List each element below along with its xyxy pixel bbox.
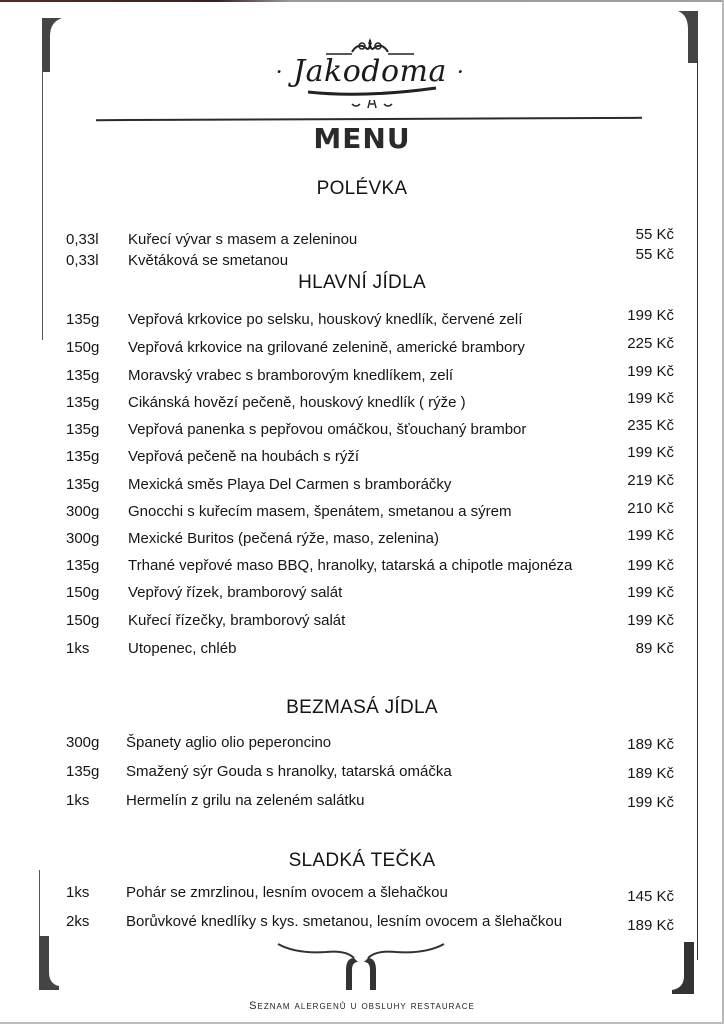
menu-item [0, 763, 724, 785]
header-divider [96, 117, 642, 121]
item-price: 55 Kč [635, 226, 674, 243]
item-quantity: 150g [66, 584, 100, 601]
item-quantity: 135g [66, 476, 100, 493]
page-title: MENU [313, 122, 411, 155]
menu-item [0, 734, 724, 756]
section-title-hlavni-jidla: HLAVNÍ JÍDLA [298, 272, 426, 293]
menu-item [0, 640, 724, 662]
section-title-bezmasa-jidla: BEZMASÁ JÍDLA [286, 697, 438, 718]
menu-item [0, 417, 724, 443]
menu-item [0, 584, 724, 606]
item-quantity: 135g [66, 448, 100, 465]
item-name: Moravský vrabec s bramborovým knedlíkem, zelí [128, 367, 454, 384]
item-name: Hermelín z grilu na zeleném salátku [126, 792, 365, 809]
item-price: 189 Kč [627, 765, 674, 782]
section-title-sladka-tecka: SLADKÁ TEČKA [288, 850, 436, 871]
item-price: 199 Kč [627, 363, 674, 380]
item-name: Vepřová pečeně na houbách s rýží [128, 448, 359, 465]
item-name: Borůvkové knedlíky s kys. smetanou, lesním ovocem a šlehačkou [126, 913, 563, 930]
item-quantity: 135g [66, 367, 100, 384]
item-price: 199 Kč [627, 612, 674, 629]
item-name: Mexické Buritos (pečená rýže, maso, zelenina) [128, 530, 439, 547]
menu-item [0, 335, 724, 361]
allergen-note: Seznam alergenů u obsluhy restaurace [249, 1000, 475, 1012]
item-price: 225 Kč [627, 335, 674, 352]
item-name: Trhané vepřové maso BBQ, hranolky, tatarská a chipotle majonéza [128, 557, 573, 574]
item-quantity: 2ks [66, 913, 90, 930]
item-name: Španety aglio olio peperoncino [126, 734, 332, 751]
menu-item [0, 390, 724, 416]
bracket-top-right-icon [676, 9, 700, 65]
item-quantity: 0,33l [66, 231, 99, 248]
item-name: Květáková se smetanou [128, 252, 289, 269]
item-price: 235 Kč [627, 417, 674, 434]
item-quantity: 1ks [66, 884, 90, 901]
item-quantity: 135g [66, 311, 100, 328]
menu-item [0, 472, 724, 498]
bracket-bottom-right-icon [670, 940, 696, 996]
item-price: 189 Kč [627, 917, 674, 934]
item-price: 189 Kč [627, 736, 674, 753]
item-price: 199 Kč [627, 444, 674, 461]
item-quantity: 135g [66, 557, 100, 574]
item-price: 55 Kč [635, 246, 674, 263]
menu-item [0, 884, 724, 906]
item-price: 199 Kč [627, 557, 674, 574]
item-quantity: 300g [66, 734, 100, 751]
menu-item [0, 612, 724, 634]
top-edge [0, 0, 724, 2]
menu-item [0, 500, 724, 525]
item-price: 199 Kč [627, 527, 674, 544]
item-price: 145 Kč [627, 888, 674, 905]
item-name: Mexická směs Playa Del Carmen s bramboráčky [128, 476, 452, 493]
item-price: 89 Kč [635, 640, 674, 657]
item-quantity: 300g [66, 503, 100, 520]
item-name: Vepřový řízek, bramborový salát [128, 584, 343, 601]
item-name: Vepřová panenka s pepřovou omáčkou, šťouchaný brambor [128, 421, 527, 438]
menu-item [0, 226, 724, 253]
flourish-underline-icon [304, 86, 440, 112]
item-name: Gnocchi s kuřecím masem, špenátem, smetanou a sýrem [128, 503, 512, 520]
menu-item [0, 792, 724, 814]
item-name: Vepřová krkovice po selsku, houskový knedlík, červené zelí [128, 311, 523, 328]
item-name: Utopenec, chléb [128, 640, 237, 657]
item-quantity: 1ks [66, 792, 90, 809]
item-price: 219 Kč [627, 472, 674, 489]
menu-item [0, 444, 724, 470]
item-quantity: 135g [66, 421, 100, 438]
item-name: Vepřová krkovice na grilované zelenině, americké brambory [128, 339, 525, 356]
menu-item [0, 307, 724, 333]
menu-item [0, 913, 724, 935]
item-quantity: 135g [66, 394, 100, 411]
footer-flourish-icon [276, 940, 446, 994]
item-name: Cikánská hovězí pečeně, houskový knedlík ( rýže ) [128, 394, 466, 411]
section-title-polevka: POLÉVKA [316, 178, 408, 199]
item-price: 210 Kč [627, 500, 674, 517]
item-quantity: 1ks [66, 640, 90, 657]
item-name: Kuřecí vývar s masem a zeleninou [128, 231, 358, 248]
bracket-bottom-left-icon [37, 934, 61, 992]
item-price: 199 Kč [627, 794, 674, 811]
bracket-top-left-icon [40, 16, 64, 78]
menu-item [0, 246, 724, 274]
item-name: Smažený sýr Gouda s hranolky, tatarská omáčka [126, 763, 452, 780]
item-name: Kuřecí řízečky, bramborový salát [128, 612, 346, 629]
menu-item [0, 363, 724, 389]
item-price: 199 Kč [627, 584, 674, 601]
brand-logo [260, 36, 480, 116]
menu-item [0, 557, 724, 579]
item-quantity: 150g [66, 612, 100, 629]
menu-item [0, 527, 724, 552]
left-border-line [42, 70, 43, 340]
item-price: 199 Kč [627, 390, 674, 407]
item-quantity: 0,33l [66, 252, 99, 269]
item-price: 199 Kč [627, 307, 674, 324]
brand-name: · Jakodoma · [275, 54, 465, 89]
item-quantity: 135g [66, 763, 100, 780]
item-name: Pohár se zmrzlinou, lesním ovocem a šlehačkou [126, 884, 448, 901]
item-quantity: 150g [66, 339, 100, 356]
item-quantity: 300g [66, 530, 100, 547]
